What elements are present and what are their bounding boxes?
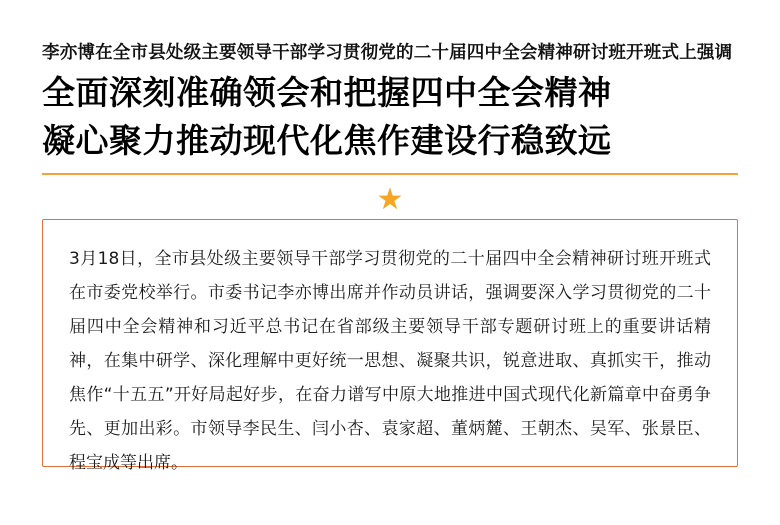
star-icon: ★ — [376, 182, 404, 216]
page-title-line-1: 全面深刻准确领会和把握四中全会精神 — [42, 73, 612, 113]
article-body-box — [42, 219, 738, 473]
article-body-text: 3月18日，全市县处级主要领导干部学习贯彻党的二十届四中全会精神研讨班开班式在市委党校举行。市委书记李亦博出席并作动员讲话，强调要深入学习贯彻党的二十届四中全会精神和习近平总书记在省部级主要领导干部专题研讨班上的重要讲话精神，在集中研学、深化理解中更好统一思想、凝聚共识，锐意进取、真抓实干，推动焦作“十五五”开好局起好步，在奋力谱写中原大地推进中国式现代化新篇章中奋勇争先、更加出彩。市领导李民生、闫小杏、袁家超、董炳麓、王朝杰、吴军、张景臣、程宝成等出席。 — [69, 248, 711, 473]
page-title-line-2: 凝心聚力推动现代化焦作建设行稳致远 — [42, 121, 612, 161]
star-divider — [42, 183, 738, 217]
article-kicker: 李亦博在全市县处级主要领导干部学习贯彻党的二十届四中全会精神研讨班开班式上强调 — [42, 43, 733, 63]
headline-block — [42, 40, 738, 175]
